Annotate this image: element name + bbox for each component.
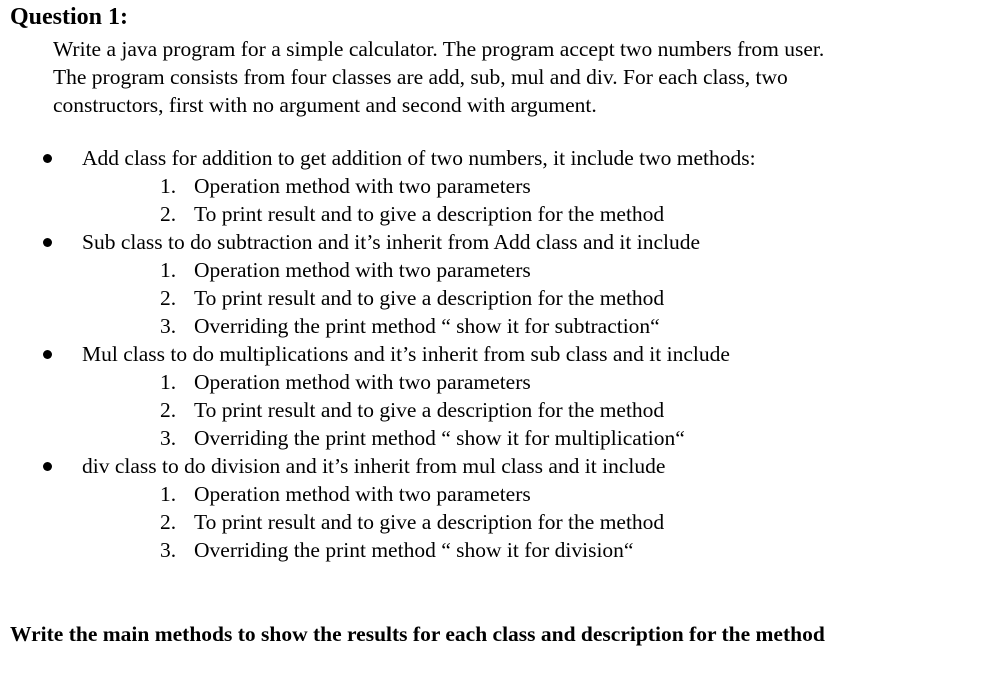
numbered-item (0, 256, 993, 284)
bullet-item-sub (0, 228, 993, 256)
footer-instruction: Write the main methods to show the results for each class and description for the method (10, 622, 825, 646)
item-number: 3. (160, 538, 177, 562)
bullet-dot-icon (43, 462, 52, 471)
item-number: 2. (160, 510, 177, 534)
item-number: 1. (160, 258, 177, 282)
numbered-item (0, 396, 993, 424)
bullet-item-mul (0, 340, 993, 368)
numbered-item (0, 508, 993, 536)
bullet-dot-icon (43, 154, 52, 163)
bullet-item-add (0, 144, 993, 172)
bullet-dot-icon (43, 350, 52, 359)
item-number: 2. (160, 202, 177, 226)
item-text: To print result and to give a description for the method (194, 202, 665, 226)
item-text: Operation method with two parameters (194, 370, 531, 394)
item-number: 2. (160, 398, 177, 422)
intro-line: constructors, first with no argument and second with argument. (53, 93, 597, 117)
item-number: 2. (160, 286, 177, 310)
item-text: Operation method with two parameters (194, 258, 531, 282)
item-text: To print result and to give a description for the method (194, 398, 665, 422)
numbered-item (0, 536, 993, 564)
item-text: To print result and to give a description for the method (194, 286, 665, 310)
item-text: Operation method with two parameters (194, 482, 531, 506)
item-number: 1. (160, 370, 177, 394)
numbered-item (0, 480, 993, 508)
intro-paragraph (53, 35, 953, 119)
item-number: 3. (160, 314, 177, 338)
numbered-item (0, 368, 993, 396)
bullet-item-div (0, 452, 993, 480)
bullet-text: Sub class to do subtraction and it’s inherit from Add class and it include (82, 230, 701, 254)
item-number: 3. (160, 426, 177, 450)
question-title: Question 1: (10, 4, 129, 30)
item-text: Overriding the print method “ show it for multiplication“ (194, 426, 685, 450)
numbered-item (0, 284, 993, 312)
numbered-item (0, 312, 993, 340)
item-text: Overriding the print method “ show it for subtraction“ (194, 314, 660, 338)
numbered-item (0, 200, 993, 228)
intro-line: Write a java program for a simple calculator. The program accept two numbers from user. (53, 37, 825, 61)
item-number: 1. (160, 174, 177, 198)
bullet-list (0, 144, 993, 564)
numbered-item (0, 424, 993, 452)
bullet-dot-icon (43, 238, 52, 247)
bullet-text: Add class for addition to get addition of two numbers, it include two methods: (82, 146, 756, 170)
item-number: 1. (160, 482, 177, 506)
item-text: Overriding the print method “ show it for division“ (194, 538, 634, 562)
bullet-text: div class to do division and it’s inherit from mul class and it include (82, 454, 666, 478)
numbered-item (0, 172, 993, 200)
bullet-text: Mul class to do multiplications and it’s inherit from sub class and it include (82, 342, 730, 366)
intro-line: The program consists from four classes are add, sub, mul and div. For each class, two (53, 65, 788, 89)
item-text: To print result and to give a description for the method (194, 510, 665, 534)
item-text: Operation method with two parameters (194, 174, 531, 198)
